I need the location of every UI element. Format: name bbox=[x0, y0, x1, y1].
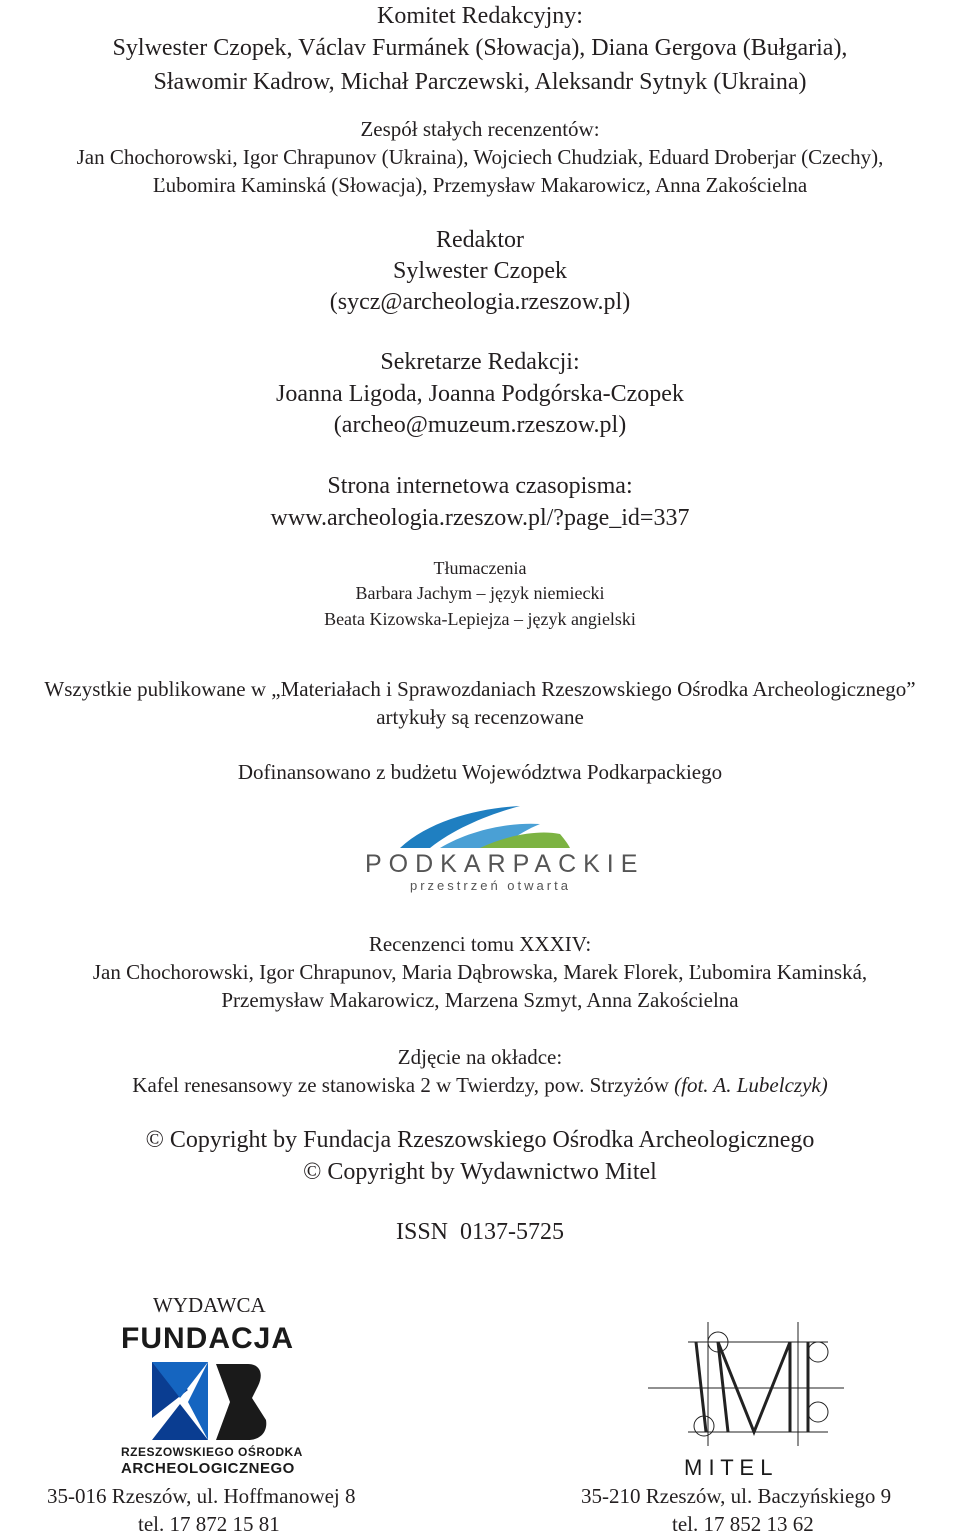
website-heading: Strona internetowa czasopisma: bbox=[327, 473, 633, 499]
funding-text: Dofinansowano z budżetu Województwa Podkarpackiego bbox=[237, 760, 723, 784]
translations-line-2: Beata Kizowska-Lepiejza – język angielski bbox=[324, 609, 636, 629]
cover-photo-heading: Zdjęcie na okładce: bbox=[397, 1045, 563, 1069]
website-url: www.archeologia.rzeszow.pl/?page_id=337 bbox=[270, 505, 690, 531]
editor-name: Sylwester Czopek bbox=[393, 258, 567, 284]
secretaries-names: Joanna Ligoda, Joanna Podgórska-Czopek bbox=[276, 381, 684, 407]
reviewers-team-line-1: Jan Chochorowski, Igor Chrapunov (Ukraina), Wojciech Chudziak, Eduard Droberjar (Czechy), bbox=[76, 145, 884, 169]
cover-photo-credit: (fot. A. Lubelczyk) bbox=[674, 1073, 828, 1097]
publisher-address: 35-016 Rzeszów, ul. Hoffmanowej 8 bbox=[47, 1484, 356, 1508]
printer-address: 35-210 Rzeszów, ul. Baczyńskiego 9 bbox=[581, 1484, 892, 1508]
translations-line-1: Barbara Jachym – język niemiecki bbox=[355, 583, 605, 603]
publisher-phone: tel. 17 872 15 81 bbox=[138, 1512, 280, 1536]
mitel-logo-word: M I T E L bbox=[684, 1455, 773, 1480]
fundacja-logo-line-1: RZESZOWSKIEGO OŚRODKA bbox=[121, 1445, 303, 1459]
committee-line-1: Sylwester Czopek, Václav Furmánek (Słowacja), Diana Gergova (Bułgaria), bbox=[112, 35, 848, 61]
printer-phone: tel. 17 852 13 62 bbox=[672, 1512, 814, 1536]
secretaries-heading: Sekretarze Redakcji: bbox=[380, 349, 580, 375]
committee-line-2: Sławomir Kadrow, Michał Parczewski, Aleksandr Sytnyk (Ukraina) bbox=[153, 69, 807, 95]
review-note-line-2: artykuły są recenzowane bbox=[376, 705, 584, 729]
editor-heading: Redaktor bbox=[436, 227, 524, 253]
committee-heading: Komitet Redakcyjny: bbox=[377, 3, 583, 29]
copyright-line-2: © Copyright by Wydawnictwo Mitel bbox=[303, 1159, 657, 1185]
editor-email: (sycz@archeologia.rzeszow.pl) bbox=[329, 289, 631, 315]
mitel-logo-emblem bbox=[648, 1322, 848, 1452]
podkarpackie-logo-tagline: przestrzeń otwarta bbox=[410, 878, 571, 893]
publisher-label: WYDAWCA bbox=[153, 1293, 266, 1317]
issn: ISSN 0137-5725 bbox=[395, 1219, 564, 1245]
volume-reviewers-line-2: Przemysław Makarowicz, Marzena Szmyt, Anna Zakościelna bbox=[221, 988, 739, 1012]
secretaries-email: (archeo@muzeum.rzeszow.pl) bbox=[333, 412, 627, 438]
cover-photo-caption bbox=[0, 1071, 960, 1099]
reviewers-team-line-2: Ľubomira Kaminská (Słowacja), Przemysław Makarowicz, Anna Zakościelna bbox=[152, 173, 808, 197]
translations-heading: Tłumaczenia bbox=[433, 558, 527, 578]
cover-photo-text: Kafel renesansowy ze stanowiska 2 w Twierdzy, pow. Strzyżów bbox=[132, 1073, 675, 1097]
fundacja-logo-emblem bbox=[152, 1362, 272, 1442]
fundacja-logo-line-2: ARCHEOLOGICZNEGO bbox=[121, 1460, 295, 1477]
volume-reviewers-line-1: Jan Chochorowski, Igor Chrapunov, Maria Dąbrowska, Marek Florek, Ľubomira Kaminská, bbox=[92, 960, 868, 984]
volume-reviewers-heading: Recenzenci tomu XXXIV: bbox=[368, 932, 592, 956]
copyright-line-1: © Copyright by Fundacja Rzeszowskiego Ośrodka Archeologicznego bbox=[145, 1127, 815, 1153]
review-note-line-1: Wszystkie publikowane w „Materiałach i Sprawozdaniach Rzeszowskiego Ośrodka Archeologicznego” bbox=[44, 677, 916, 701]
fundacja-logo-word: FUNDACJA bbox=[121, 1322, 294, 1355]
reviewers-team-heading: Zespół stałych recenzentów: bbox=[360, 117, 600, 141]
podkarpackie-logo-word: PODKARPACKIE bbox=[365, 850, 645, 878]
